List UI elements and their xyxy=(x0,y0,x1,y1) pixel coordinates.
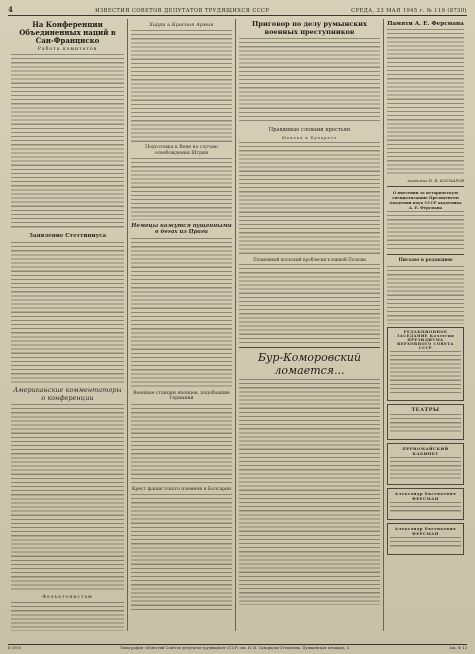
page-number: 4 xyxy=(8,5,14,14)
ad-theatres-body xyxy=(390,414,461,434)
ad-cabinet xyxy=(387,443,464,485)
masthead xyxy=(8,5,467,16)
fersman-signature: Академик И. Я. КОСМАРОВ xyxy=(407,178,464,184)
obituary-1-body xyxy=(390,502,461,514)
stettinius-heading: Заявление Стеттиниуса xyxy=(28,233,107,240)
editorial-box xyxy=(387,327,464,401)
feuilleton-heading: Фельетонистам xyxy=(42,595,93,601)
trial-headline: Приговор по делу румынских военных преступников xyxy=(252,20,367,36)
conference-headline: На Конференции Объединенных наций в Сан-Франциско xyxy=(19,20,116,46)
obituary-1 xyxy=(387,488,464,520)
commentators-body xyxy=(11,404,124,592)
trial-body-1 xyxy=(239,38,380,124)
issue-date: СРЕДА, 23 МАЯ 1945 г. № 119 (8730) xyxy=(351,8,467,14)
trial-body-2 xyxy=(239,142,380,254)
column-conference xyxy=(8,19,128,631)
footer-right: Зак. № 12 xyxy=(448,646,467,650)
divider xyxy=(387,254,464,255)
feuilleton-body xyxy=(11,602,124,631)
middle-headline-4: Военные станции японцев, подобавшие Германии xyxy=(133,390,230,402)
fersman-headline: Памяти А. Е. Ферсмана xyxy=(387,21,464,27)
paper-title: ИЗВЕСТИЯ СОВЕТОВ ДЕПУТАТОВ ТРУДЯЩИХСЯ СССР xyxy=(95,8,270,14)
footer-left: Б-3950 xyxy=(8,646,22,650)
notice-body xyxy=(387,211,464,251)
fersman-body xyxy=(387,29,464,175)
columns xyxy=(8,19,467,631)
middle-body-5 xyxy=(131,494,232,612)
middle-headline-5: Крест фашистского племени в Болгарии xyxy=(131,486,232,492)
obituary-2-name: Александр Евгеньевич ФЕРСМАН xyxy=(394,525,457,536)
trial-section: Мачеха в Бухарест xyxy=(281,135,338,141)
editorial-title: РЕДАКЦИОННОЕ ЗАСЕДАНИЕ Коллегии ПРЕЗИДИУМА ВЕРХОВНОГО СОВЕТА СССР xyxy=(396,329,455,350)
ad-cabinet-body xyxy=(390,457,461,479)
editorial-body xyxy=(390,351,461,395)
middle-headline-2: Подготовка к Вене по случаю освобождения Штрии xyxy=(145,145,218,156)
trial-section-2: Пламенный польский проблески в южной Польши xyxy=(253,257,366,263)
obituary-1-name: Александр Евгеньевич ФЕРСМАН xyxy=(394,490,457,501)
conference-body-1 xyxy=(11,54,124,230)
divider xyxy=(239,347,380,348)
middle-headline-1: Харри и Красная Армия xyxy=(149,22,214,28)
ad-theatres-title: ТЕАТРЫ xyxy=(411,406,440,413)
middle-body-3 xyxy=(131,238,232,388)
conference-subhead: Работа комитетов xyxy=(37,47,98,53)
ad-cabinet-title: ПЕРВОМАЙСКИЙ КАБИНЕТ xyxy=(402,445,449,456)
column-middle xyxy=(128,19,236,631)
column-right xyxy=(384,19,467,631)
divider xyxy=(387,186,464,187)
footer-center: Типография «Известий Советов депутатов трудящихся СССР» им. И. И. Скворцова-Степанова. Пушкинская площадь, 5. xyxy=(119,646,351,650)
middle-headline-3: Немецы кажутся пущенными в бегах из Праги xyxy=(131,223,232,236)
middle-body-2 xyxy=(131,158,232,220)
trial-subhead: Правдивые словами крестьян xyxy=(268,127,351,134)
middle-body-1 xyxy=(131,30,232,142)
footer xyxy=(8,644,467,650)
obituary-2-body xyxy=(390,537,461,549)
ad-theatres xyxy=(387,404,464,440)
column-trial xyxy=(236,19,384,631)
obituary-2 xyxy=(387,523,464,555)
fersman-notice: О внесении за историческую специализацию Президентом Академии наук СССР академика А. Е. Ферсмана xyxy=(389,190,462,211)
middle-body-4 xyxy=(131,404,232,484)
commentators-heading: Американские комментаторы о конференции xyxy=(13,385,122,402)
boer-headline: Бур-Коморовский ломается... xyxy=(257,351,362,378)
letters-body xyxy=(387,266,464,324)
boer-body xyxy=(239,379,380,605)
letters-heading: Письмо в редакцию xyxy=(398,258,453,264)
trial-body-3 xyxy=(239,264,380,344)
stettinius-body xyxy=(11,242,124,384)
